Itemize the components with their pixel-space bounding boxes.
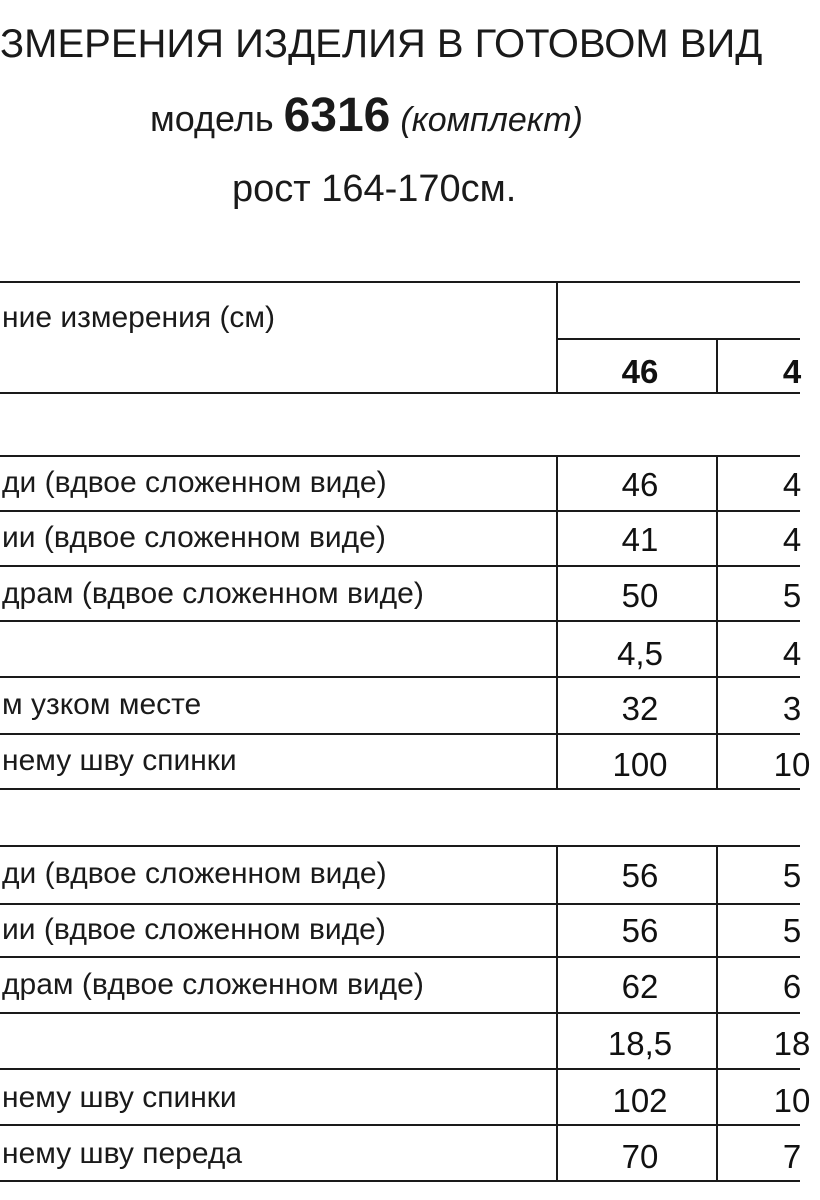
table-divider [0, 676, 800, 678]
row-value: 5 [782, 577, 802, 614]
row-value: 3 [782, 690, 802, 727]
row-value: 5 [782, 912, 802, 949]
table-border-top [0, 281, 800, 283]
model-number: 6316 [283, 89, 391, 142]
row-value: 4 [782, 466, 802, 503]
row-label: ди (вдвое сложенном виде) [2, 466, 387, 499]
model-prefix: модель [150, 98, 274, 139]
row-value: 18 [773, 1025, 811, 1062]
model-kind: (комплект) [400, 101, 583, 139]
size-header-divider [557, 338, 800, 340]
table-divider [0, 1124, 800, 1126]
size-header-46: 46 [621, 353, 659, 390]
row-value: 46 [621, 466, 659, 503]
row-value: 102 [612, 1082, 668, 1119]
table-divider-header [0, 392, 800, 394]
table-divider [0, 510, 800, 512]
table-divider [0, 956, 800, 958]
row-label: драм (вдвое сложенном виде) [2, 968, 424, 1001]
row-value: 70 [621, 1138, 659, 1175]
row-value: 4 [782, 521, 802, 558]
size-header-next: 4 [782, 353, 802, 390]
row-value: 5 [782, 857, 802, 894]
col-divider-section2 [556, 845, 558, 1180]
row-label: ии (вдвое сложенном виде) [2, 913, 386, 946]
table-divider-section [0, 788, 800, 790]
table-divider [0, 565, 800, 567]
col-divider-header [556, 282, 558, 392]
table-border-bottom [0, 1180, 800, 1182]
table-divider [0, 1012, 800, 1014]
row-label: нему шву переда [2, 1137, 243, 1170]
height-range: рост 164-170см. [232, 168, 517, 210]
table-divider [0, 845, 800, 847]
row-value: 18,5 [607, 1025, 673, 1062]
row-value: 50 [621, 577, 659, 614]
measure-header-label: ние измерения (см) [2, 301, 276, 334]
row-label: ии (вдвое сложенном виде) [2, 521, 386, 554]
row-value: 4,5 [617, 635, 663, 672]
row-value: 6 [782, 968, 802, 1005]
row-value: 7 [782, 1138, 802, 1175]
table-divider [0, 620, 800, 622]
row-label: нему шву спинки [2, 744, 237, 777]
row-value: 10 [773, 1082, 811, 1119]
table-divider [0, 733, 800, 735]
row-value: 10 [773, 746, 811, 783]
col-divider-section1-2 [716, 455, 718, 788]
col-divider-section2-2 [716, 845, 718, 1180]
row-value: 41 [621, 521, 659, 558]
row-label: м узком месте [2, 688, 202, 721]
table-divider [0, 903, 800, 905]
document-title: ЗМЕРЕНИЯ ИЗДЕЛИЯ В ГОТОВОМ ВИД [0, 22, 763, 66]
row-label: ди (вдвое сложенном виде) [2, 857, 387, 890]
row-label: драм (вдвое сложенном виде) [2, 577, 424, 610]
row-value: 56 [621, 912, 659, 949]
row-value: 100 [612, 746, 668, 783]
row-value: 4 [782, 635, 802, 672]
table-divider [0, 1068, 800, 1070]
row-value: 32 [621, 690, 659, 727]
table-divider [0, 455, 800, 457]
row-value: 62 [621, 968, 659, 1005]
col-divider-section1 [556, 455, 558, 788]
row-label: нему шву спинки [2, 1081, 237, 1114]
row-value: 56 [621, 857, 659, 894]
col-divider-header-2 [716, 339, 718, 392]
